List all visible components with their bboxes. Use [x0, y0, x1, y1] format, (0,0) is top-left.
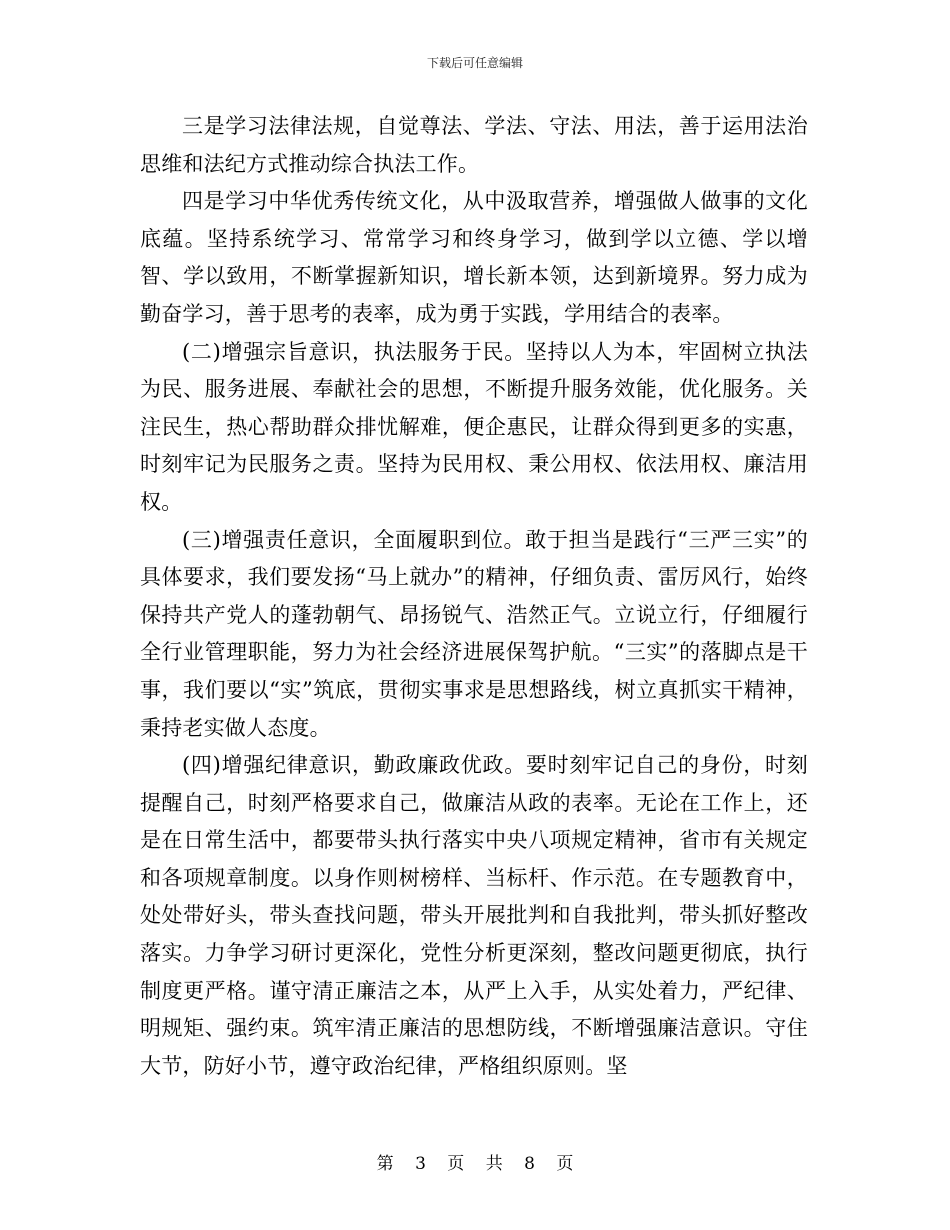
paragraph-study-culture: 四是学习中华优秀传统文化，从中汲取营养，增强做人做事的文化底蕴。坚持系统学习、常常学习和终身学习，做到学以立德、学以增智、学以致用，不断掌握新知识，增长新本领，达到新境界。努力成为勤奋学习，善于思考的表率，成为勇于实践，学用结合的表率。	[140, 189, 808, 326]
footer-suffix: 页	[556, 1154, 574, 1174]
page-footer	[0, 1153, 950, 1175]
footer-prefix: 第	[376, 1154, 394, 1174]
footer-total-word: 共	[485, 1154, 503, 1174]
paragraph-study-law: 三是学习法律法规，自觉尊法、学法、守法、用法，善于运用法治思维和法纪方式推动综合执法工作。	[140, 114, 808, 176]
paragraph-responsibility-awareness: (三)增强责任意识，全面履职到位。敢于担当是践行“三严三实”的具体要求，我们要发扬“马上就办”的精神，仔细负责、雷厉风行，始终保持共产党人的蓬勃朝气、昂扬锐气、浩然正气。立说立行，仔细履行全行业管理职能，努力为社会经济进展保驾护航。“三实”的落脚点是干事，我们要以“实”筑底，贯彻实事求是思想路线，树立真抓实干精神，秉持老实做人态度。	[140, 527, 808, 740]
paragraph-discipline-awareness: (四)增强纪律意识，勤政廉政优政。要时刻牢记自己的身份，时刻提醒自己，时刻严格要求自己，做廉洁从政的表率。无论在工作上，还是在日常生活中，都要带头执行落实中央八项规定精神，省市有关规定和各项规章制度。以身作则树榜样、当标杆、作示范。在专题教育中，处处带好头，带头查找问题，带头开展批判和自我批判，带头抓好整改落实。力争学习研讨更深化，党性分析更深刻，整改问题更彻底，执行制度更严格。谨守清正廉洁之本，从严上入手，从实处着力，严纪律、明规矩、强约束。筑牢清正廉洁的思想防线，不断增强廉洁意识。守住大节，防好小节，遵守政治纪律，严格组织原则。坚	[140, 753, 808, 1078]
document-body	[140, 108, 808, 1085]
page-header-note: 下载后可任意编辑	[426, 56, 523, 70]
footer-page-word: 页	[447, 1154, 465, 1174]
footer-current-page: 3	[415, 1154, 426, 1174]
paragraph-purpose-awareness: (二)增强宗旨意识，执法服务于民。坚持以人为本，牢固树立执法为民、服务进展、奉献社会的思想，不断提升服务效能，优化服务。关注民生，热心帮助群众排忧解难，便企惠民，让群众得到更多的实惠，时刻牢记为民服务之责。坚持为民用权、秉公用权、依法用权、廉洁用权。	[140, 339, 808, 514]
footer-total-pages: 8	[524, 1154, 535, 1174]
